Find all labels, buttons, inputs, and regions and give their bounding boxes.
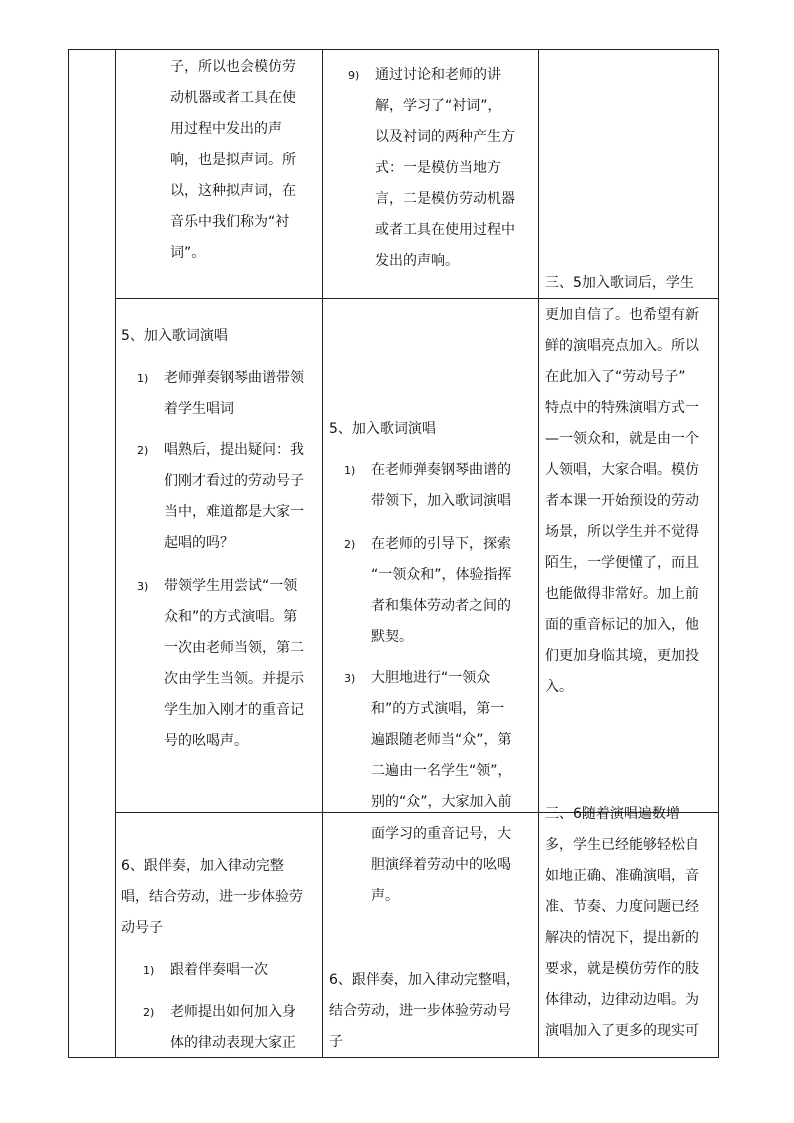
list-item-line: 在老师的引导下，探索 xyxy=(371,536,511,552)
list-item-line: 大胆地进行“一领众 xyxy=(371,670,491,686)
list-number: 2) xyxy=(137,444,149,457)
table-bottom-border xyxy=(68,1057,719,1058)
section-heading: 唱，结合劳动，进一步体验劳 xyxy=(121,889,303,905)
intent-line: 陌生，一学便懂了，而且 xyxy=(545,555,699,571)
section-heading: 6、跟伴奏，加入律动完整 xyxy=(121,858,284,874)
list-item-line: 号的吆喝声。 xyxy=(164,733,248,749)
section-heading: 动号子 xyxy=(121,920,163,936)
intent-line: 鲜的演唱亮点加入。所以 xyxy=(545,338,699,354)
list-item-line: 别的“众”，大家加入前 xyxy=(371,794,512,810)
list-item-line: 以及衬词的两种产生方 xyxy=(375,129,515,145)
list-item-line: 老师提出如何加入身 xyxy=(170,1004,296,1020)
list-number: 3) xyxy=(137,580,149,593)
intent-line: 三、5加入歌词后，学生 xyxy=(545,275,694,291)
list-number: 2) xyxy=(143,1006,155,1019)
intent-line: 解决的情况下，提出新的 xyxy=(545,930,699,946)
section-heading: 结合劳动，进一步体验劳动号 xyxy=(329,1003,511,1019)
intent-line: 要求，就是模仿劳作的肢 xyxy=(545,961,699,977)
intent-line: 演唱加入了更多的现实可 xyxy=(545,1023,699,1039)
list-number: 9) xyxy=(348,69,360,82)
intent-line: 更加自信了。也希望有新 xyxy=(545,307,699,323)
intent-line: 者本课一开始预设的劳动 xyxy=(545,493,699,509)
col2-line: 以，这种拟声词，在 xyxy=(170,183,296,199)
list-item-line: 面学习的重音记号，大 xyxy=(371,826,511,842)
list-item-line: 胆演绎着劳动中的吆喝 xyxy=(371,857,511,873)
list-item-line: 体的律动表现大家正 xyxy=(170,1035,296,1051)
list-item-line: 默契。 xyxy=(371,629,413,645)
list-item-line: 言，二是模仿劳动机器 xyxy=(375,191,515,207)
list-item-line: 次由学生当领。并提示 xyxy=(164,671,304,687)
intent-line: 多，学生已经能够轻松自 xyxy=(545,837,699,853)
list-item-line: 们刚才看过的劳动号子 xyxy=(164,473,304,489)
list-item-line: 和”的方式演唱，第一 xyxy=(371,701,505,717)
intent-line: —一领众和，就是由一个 xyxy=(545,431,699,447)
list-item-line: 在老师弹奏钢琴曲谱的 xyxy=(371,462,511,478)
intent-line: 体律动，边律动边唱。为 xyxy=(545,992,699,1008)
intent-line: 们更加身临其境，更加投 xyxy=(545,648,699,664)
list-number: 1) xyxy=(344,464,356,477)
list-item-line: 者和集体劳动者之间的 xyxy=(371,598,511,614)
table-left-border xyxy=(68,49,69,1058)
table-top-border xyxy=(68,49,719,50)
section-heading: 6、跟伴奏，加入律动完整唱， xyxy=(329,972,520,988)
section-heading: 5、加入歌词演唱 xyxy=(121,328,228,344)
intent-line: 三、6随着演唱遍数增 xyxy=(545,806,680,822)
list-item-line: 发出的声响。 xyxy=(375,253,459,269)
intent-line: 也能做得非常好。加上前 xyxy=(545,586,699,602)
list-item-line: 众和”的方式演唱。第 xyxy=(164,609,298,625)
col2-line: 子，所以也会模仿劳 xyxy=(170,59,296,75)
intent-line: 场景，所以学生并不觉得 xyxy=(545,524,699,540)
list-item-line: 当中，难道都是大家一 xyxy=(164,504,304,520)
col2-line: 动机器或者工具在使 xyxy=(170,90,296,106)
list-item-line: 带领学生用尝试“一领 xyxy=(164,578,298,594)
list-item-line: 带领下，加入歌词演唱 xyxy=(371,493,511,509)
list-item-line: 遍跟随老师当“众”，第 xyxy=(371,732,512,748)
section-heading: 5、加入歌词演唱 xyxy=(329,421,436,437)
list-item-line: 唱熟后，提出疑问：我 xyxy=(164,442,304,458)
list-item-line: 解，学习了“衬词”， xyxy=(375,98,502,114)
list-number: 2) xyxy=(344,538,356,551)
list-item-line: “一领众和”，体验指挥 xyxy=(371,567,512,583)
intent-line: 人领唱，大家合唱。模仿 xyxy=(545,462,699,478)
list-item-line: 跟着伴奏唱一次 xyxy=(170,962,268,978)
intent-line: 如地正确、准确演唱，音 xyxy=(545,868,699,884)
list-item-line: 着学生唱词 xyxy=(164,401,234,417)
column-divider-1 xyxy=(115,49,116,1058)
col2-line: 响，也是拟声词。所 xyxy=(170,152,296,168)
column-divider-3 xyxy=(538,49,539,1058)
list-item-line: 二遍由一名学生“领”， xyxy=(371,763,512,779)
list-item-line: 老师弹奏钢琴曲谱带领 xyxy=(164,370,304,386)
list-number: 1) xyxy=(143,964,155,977)
intent-line: 面的重音标记的加入，他 xyxy=(545,617,699,633)
col2-line: 音乐中我们称为“衬 xyxy=(170,214,290,230)
col2-line: 用过程中发出的声 xyxy=(170,121,282,137)
list-item-line: 学生加入刚才的重音记 xyxy=(164,702,304,718)
section-heading: 子 xyxy=(329,1034,343,1050)
list-number: 3) xyxy=(344,672,356,685)
column-divider-2 xyxy=(322,49,323,1058)
intent-line: 入。 xyxy=(545,679,573,695)
list-number: 1) xyxy=(137,372,149,385)
list-item-line: 一次由老师当领，第二 xyxy=(164,640,304,656)
table-right-border xyxy=(718,49,719,1058)
list-item-line: 或者工具在使用过程中 xyxy=(375,222,515,238)
intent-line: 在此加入了“劳动号子” xyxy=(545,369,686,385)
list-item-line: 通过讨论和老师的讲 xyxy=(375,67,501,83)
list-item-line: 声。 xyxy=(371,888,399,904)
intent-line: 准、节奏、力度问题已经 xyxy=(545,899,699,915)
list-item-line: 起唱的吗？ xyxy=(164,535,234,551)
list-item-line: 式：一是模仿当地方 xyxy=(375,160,501,176)
col2-line: 词”。 xyxy=(170,245,206,261)
intent-line: 特点中的特殊演唱方式一 xyxy=(545,400,699,416)
